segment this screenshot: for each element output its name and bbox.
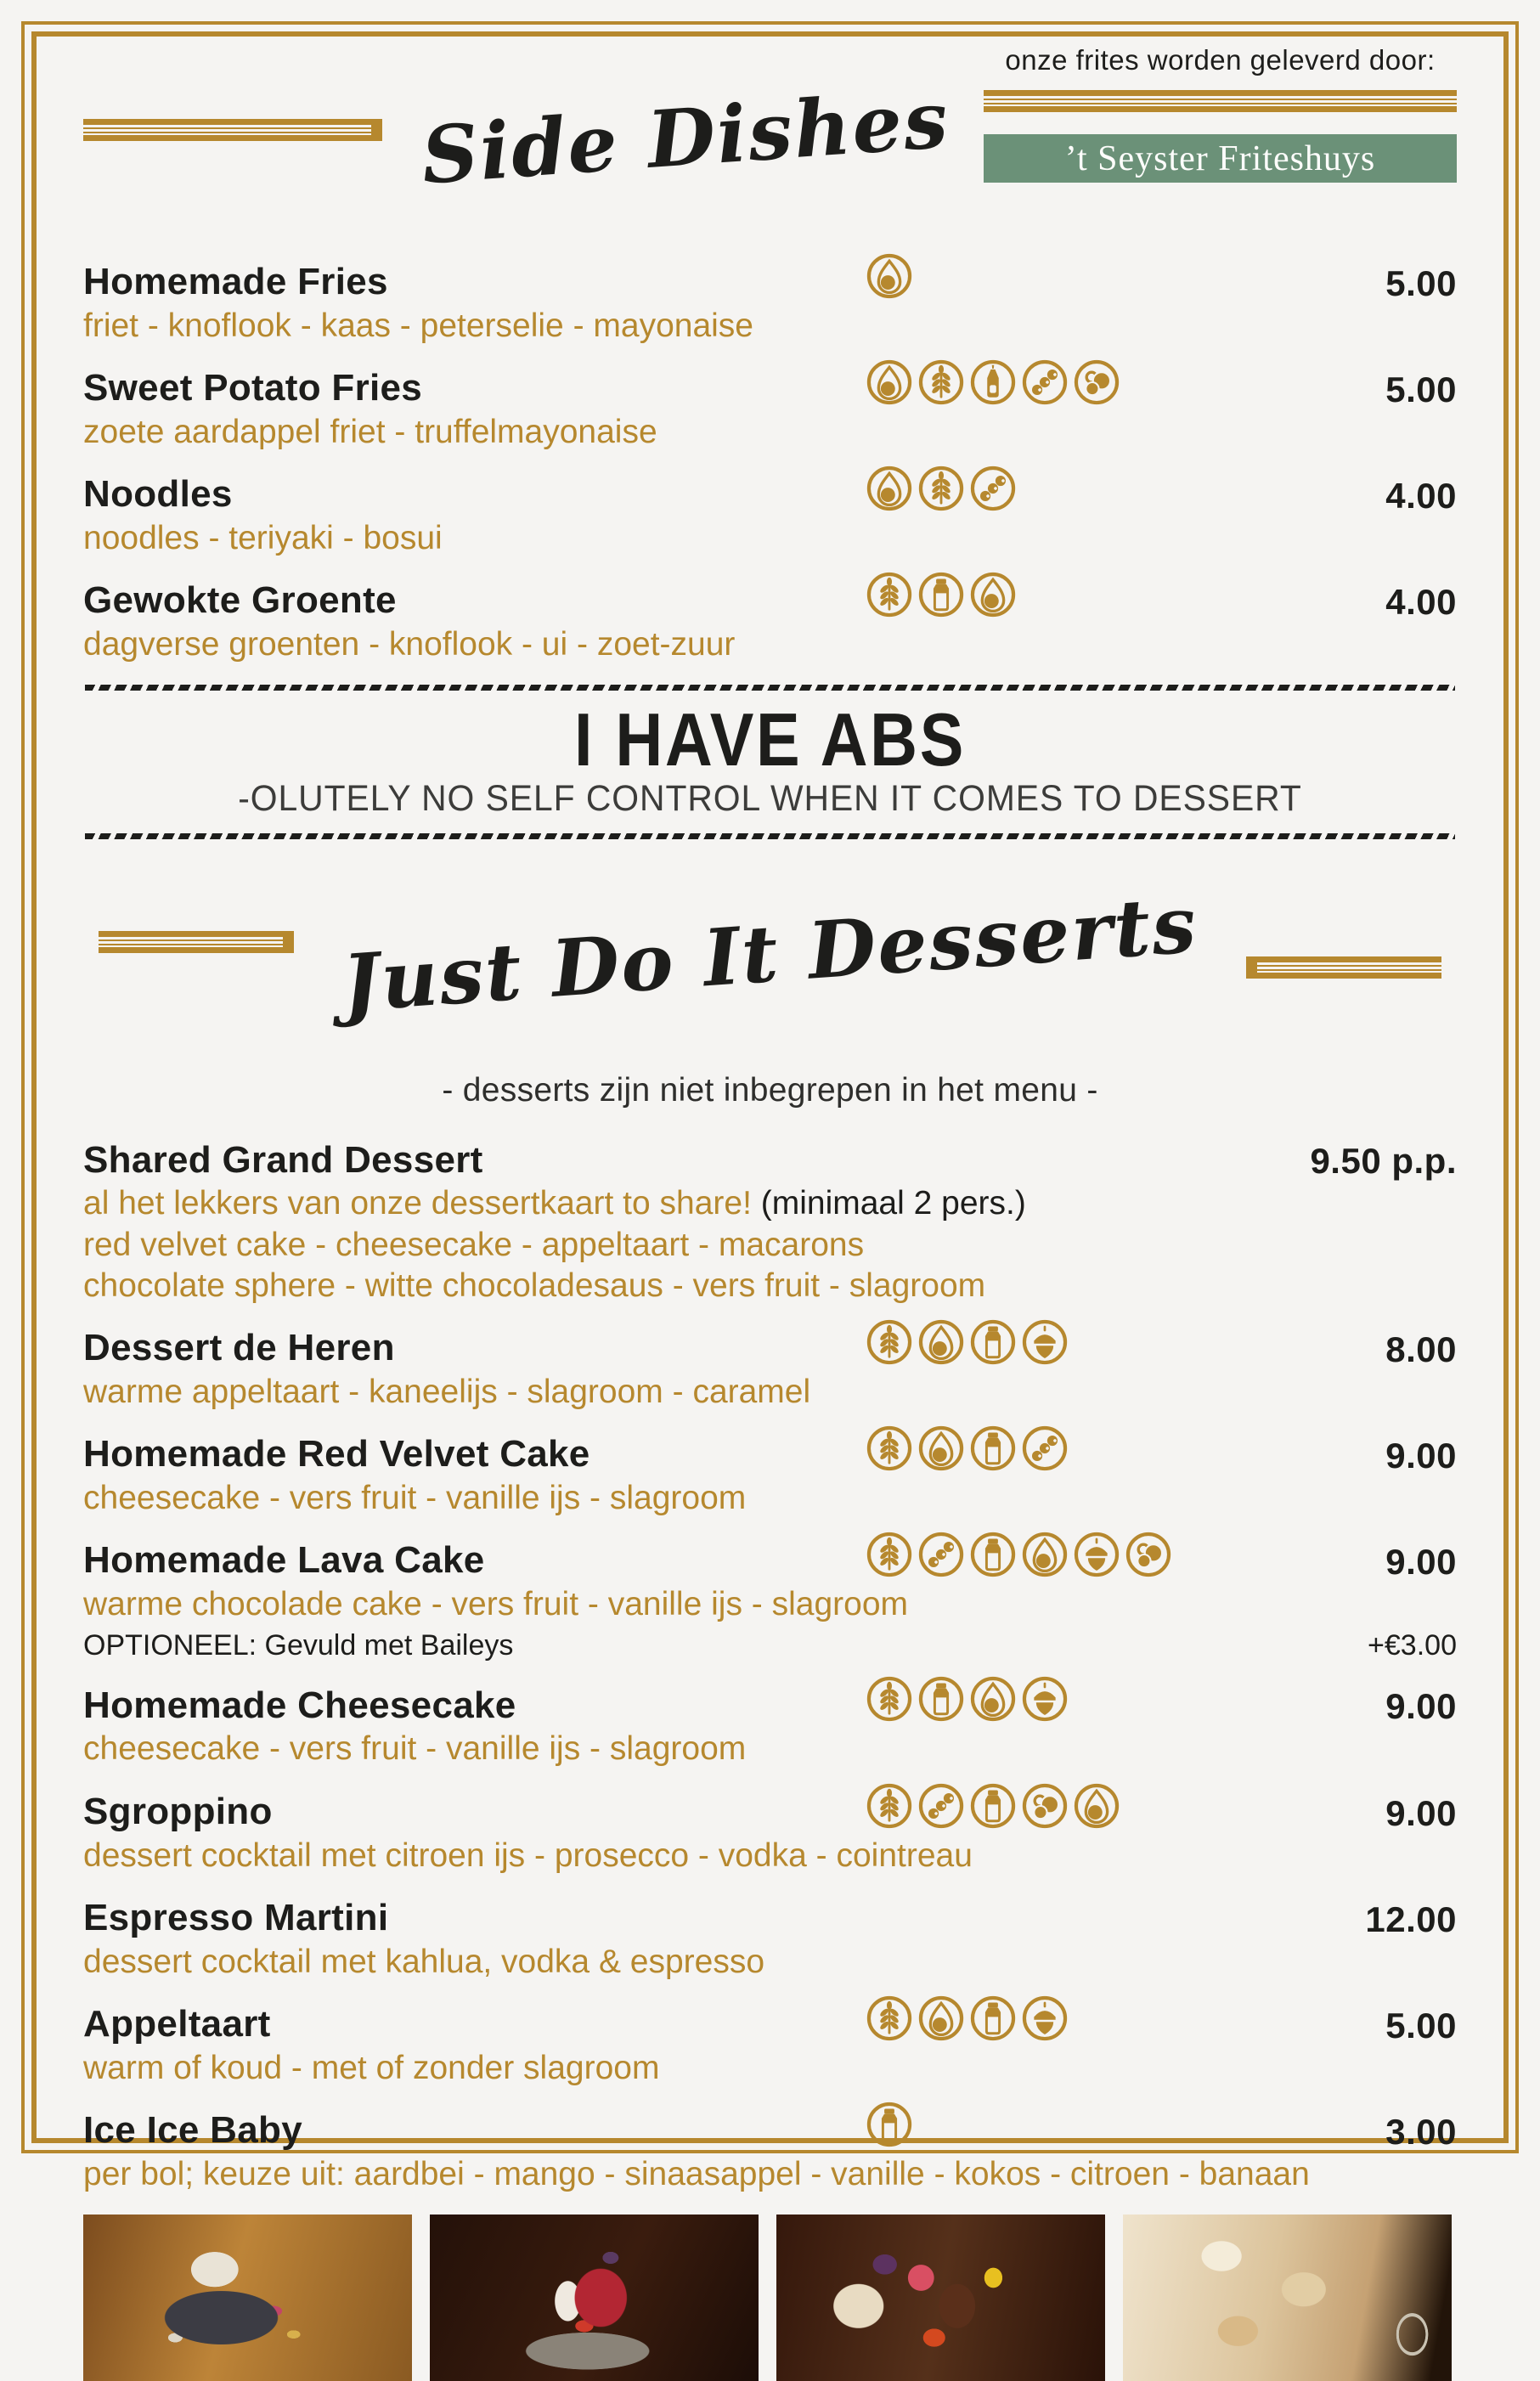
gold-divider-left	[99, 931, 294, 953]
nut-icon	[1074, 1532, 1120, 1577]
egg-icon	[866, 465, 912, 511]
item-name: Ice Ice Baby	[83, 2109, 302, 2152]
milk-icon	[866, 2102, 912, 2147]
allergen-icons	[866, 359, 1120, 405]
item-name: Dessert de Heren	[83, 1327, 395, 1369]
gluten-icon	[866, 1532, 912, 1577]
item-price: 9.00	[1385, 1686, 1457, 1727]
milk-icon	[918, 572, 964, 618]
allergen-icons	[866, 572, 1016, 618]
interlude-quote	[83, 697, 1457, 820]
soy-icon	[1022, 359, 1068, 405]
milk-icon	[970, 1425, 1016, 1471]
gluten-icon	[918, 465, 964, 511]
item-description: dessert cocktail met kahlua, vodka & espresso	[83, 1943, 765, 1980]
egg-icon	[918, 1995, 964, 2041]
menu-item-dessert-de-heren	[83, 1326, 1457, 1411]
desserts-note: - desserts zijn niet inbegrepen in het menu -	[442, 1071, 1098, 1109]
menu-item-ice-ice-baby	[83, 2108, 1457, 2193]
item-description-plain: (minimaal 2 pers.)	[751, 1185, 1026, 1222]
item-name: Sweet Potato Fries	[83, 366, 423, 409]
item-price: 12.00	[1365, 1899, 1457, 1939]
item-description: noodles - teriyaki - bosui	[83, 520, 443, 557]
egg-icon	[970, 1676, 1016, 1722]
grand-dessert-photo	[83, 2215, 412, 2381]
item-description: warme chocolade cake - vers fruit - vanille ijs - slagroom	[83, 1586, 909, 1623]
allergen-icons	[866, 1995, 1068, 2041]
menu-item-sweet-potato-fries	[83, 366, 1457, 451]
soy-icon	[970, 465, 1016, 511]
menu-item-sgroppino	[83, 1790, 1457, 1875]
milk-icon	[918, 1676, 964, 1722]
menu-item-noodles	[83, 472, 1457, 557]
soy-icon	[918, 1532, 964, 1577]
milk-icon	[970, 1319, 1016, 1365]
item-price: 9.00	[1385, 1436, 1457, 1476]
item-name: Gewokte Groente	[83, 579, 397, 622]
item-description: cheesecake - vers fruit - vanille ijs - slagroom	[83, 1730, 747, 1768]
item-name: Appeltaart	[83, 2003, 271, 2045]
gluten-icon	[866, 1319, 912, 1365]
milk-icon	[970, 1995, 1016, 2041]
menu-item-shared-grand-dessert	[83, 1138, 1457, 1306]
egg-icon	[1074, 1783, 1120, 1829]
egg-icon	[866, 253, 912, 299]
side-dishes-header	[83, 44, 1457, 231]
item-description	[83, 1184, 1457, 1222]
item-option-row	[83, 1629, 1457, 1662]
item-description-3: chocolate sphere - witte chocoladesaus - vers fruit - slagroom	[83, 1267, 986, 1304]
egg-icon	[918, 1319, 964, 1365]
item-price: 9.00	[1385, 1542, 1457, 1583]
allergen-icons	[866, 1676, 1068, 1722]
menu-item-red-velvet-cake	[83, 1432, 1457, 1517]
item-description: cheesecake - vers fruit - vanille ijs - slagroom	[83, 1480, 747, 1517]
red-velvet-cake-photo	[430, 2215, 759, 2381]
gluten-icon	[866, 1783, 912, 1829]
supplier-badge: ’t Seyster Friteshuys	[984, 134, 1457, 183]
sulfite-icon	[1074, 359, 1120, 405]
item-description: zoete aardappel friet - truffelmayonaise	[83, 413, 657, 450]
item-name: Shared Grand Dessert	[83, 1138, 483, 1181]
nut-icon	[1022, 1995, 1068, 2041]
nut-icon	[1022, 1319, 1068, 1365]
section-title-desserts: Just Do It Desserts	[339, 878, 1201, 1030]
item-price: 9.50 p.p.	[1310, 1141, 1457, 1182]
item-description: friet - knoflook - kaas - peterselie - mayonaise	[83, 307, 753, 344]
fries-supplier-block	[984, 44, 1457, 183]
item-price: 4.00	[1385, 476, 1457, 516]
item-option-price: +€3.00	[1368, 1628, 1457, 1662]
item-name: Homemade Lava Cake	[83, 1539, 485, 1582]
sundae-glass-photo	[1123, 2215, 1452, 2381]
interlude-headline: I HAVE ABS	[574, 697, 966, 782]
allergen-icons	[866, 1319, 1068, 1365]
item-name: Homemade Fries	[83, 260, 388, 302]
allergen-icons	[866, 1783, 1120, 1829]
gold-divider-supplier	[984, 90, 1457, 112]
milk-icon	[970, 1532, 1016, 1577]
allergen-icons	[866, 1425, 1068, 1471]
item-name: Sgroppino	[83, 1790, 273, 1832]
item-name: Espresso Martini	[83, 1896, 389, 1938]
sulfite-icon	[1022, 1783, 1068, 1829]
desserts-list	[83, 1138, 1457, 2194]
soy-icon	[1022, 1425, 1068, 1471]
menu-item-lava-cake	[83, 1538, 1457, 1662]
item-description: dessert cocktail met citroen ijs - prosecco - vodka - cointreau	[83, 1837, 973, 1874]
dashed-divider-bottom	[85, 833, 1455, 839]
interlude-subline: -OLUTELY NO SELF CONTROL WHEN IT COMES TO DESSERT	[238, 778, 1302, 820]
item-price: 3.00	[1385, 2112, 1457, 2152]
dashed-divider-top	[85, 685, 1455, 691]
item-price: 5.00	[1385, 369, 1457, 409]
gold-divider-left	[83, 119, 382, 141]
item-price: 5.00	[1385, 262, 1457, 303]
item-price: 8.00	[1385, 1329, 1457, 1370]
item-name: Homemade Red Velvet Cake	[83, 1433, 590, 1475]
item-price: 9.00	[1385, 1792, 1457, 1833]
milk-icon	[970, 1783, 1016, 1829]
egg-icon	[918, 1425, 964, 1471]
gluten-icon	[866, 572, 912, 618]
allergen-icons	[866, 2102, 912, 2147]
item-name: Homemade Cheesecake	[83, 1684, 516, 1726]
menu-item-espresso-martini	[83, 1896, 1457, 1981]
egg-icon	[970, 572, 1016, 618]
allergen-icons	[866, 253, 912, 299]
section-title-side-dishes: Side Dishes	[418, 73, 952, 202]
gluten-icon	[866, 1995, 912, 2041]
menu-item-gewokte-groente	[83, 578, 1457, 663]
gluten-icon	[866, 1676, 912, 1722]
menu-item-appeltaart	[83, 2002, 1457, 2087]
menu-item-homemade-fries	[83, 260, 1457, 345]
sulfite-icon	[1125, 1532, 1171, 1577]
egg-icon	[1022, 1532, 1068, 1577]
gold-divider-right	[1246, 956, 1441, 979]
item-price: 4.00	[1385, 582, 1457, 623]
menu-item-cheesecake	[83, 1684, 1457, 1769]
egg-icon	[866, 359, 912, 405]
item-description: dagverse groenten - knoflook - ui - zoet-zuur	[83, 626, 736, 663]
allergen-icons	[866, 465, 1016, 511]
item-description: per bol; keuze uit: aardbei - mango - sinaasappel - vanille - kokos - citroen - banaan	[83, 2156, 1310, 2193]
gluten-icon	[918, 359, 964, 405]
supplier-note: onze frites worden geleverd door:	[1005, 44, 1436, 76]
mustard-icon	[970, 359, 1016, 405]
side-dishes-list	[83, 260, 1457, 664]
allergen-icons	[866, 1532, 1171, 1577]
item-description-highlight: al het lekkers van onze dessertkaart to share!	[83, 1185, 752, 1222]
item-price: 5.00	[1385, 2005, 1457, 2045]
item-description-2: red velvet cake - cheesecake - appeltaart - macarons	[83, 1226, 865, 1263]
lava-cake-desserts-photo	[776, 2215, 1105, 2381]
item-name: Noodles	[83, 473, 233, 516]
nut-icon	[1022, 1676, 1068, 1722]
item-description: warme appeltaart - kaneelijs - slagroom - caramel	[83, 1374, 811, 1411]
item-option-label: OPTIONEEL: Gevuld met Baileys	[83, 1628, 514, 1662]
gluten-icon	[866, 1425, 912, 1471]
desserts-header	[83, 861, 1457, 1048]
soy-icon	[918, 1783, 964, 1829]
item-description: warm of koud - met of zonder slagroom	[83, 2049, 660, 2086]
dessert-photo-strip	[83, 2215, 1457, 2381]
